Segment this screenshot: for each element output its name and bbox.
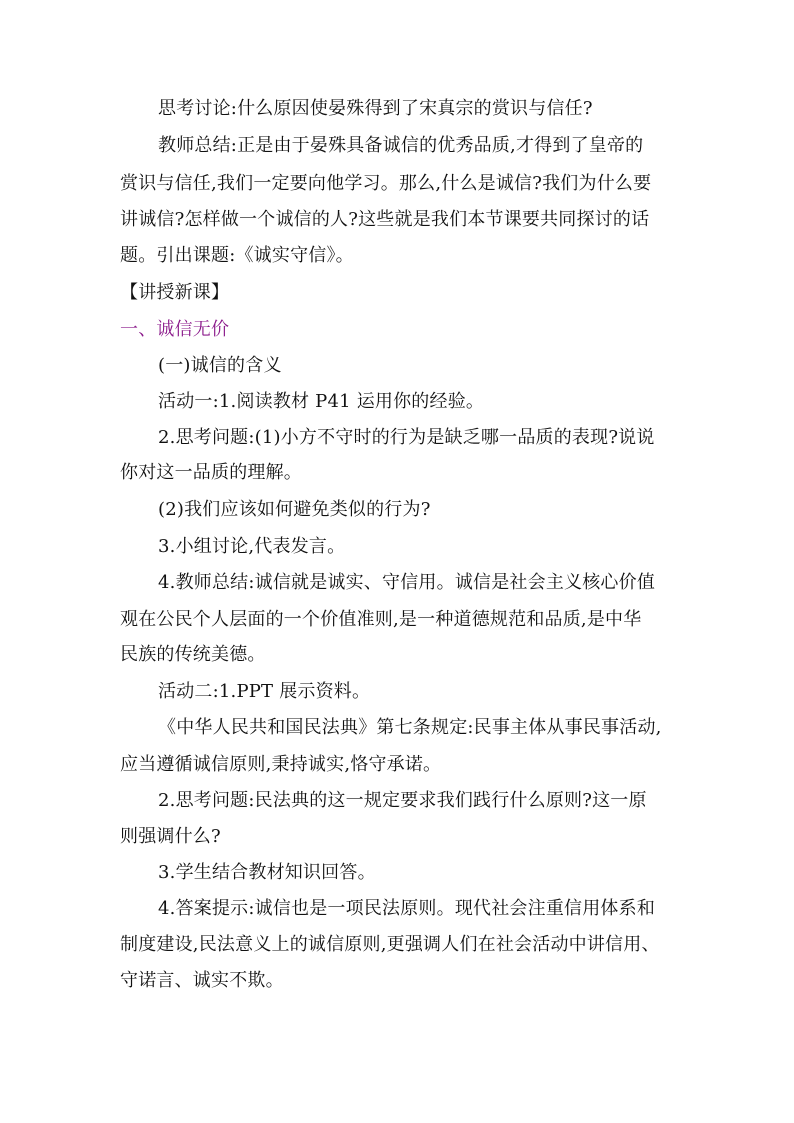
teacher-summary-line-4: 题。引出课题:《诚实守信》。 xyxy=(120,245,354,266)
section-heading-integrity: 一、诚信无价 xyxy=(120,319,230,340)
activity-two-step-2-line-1: 2.思考问题:民法典的这一规定要求我们践行什么原则?这一原 xyxy=(158,790,647,811)
activity-one-step-2-line-2: 你对这一品质的理解。 xyxy=(120,462,302,483)
civil-code-quote-line-2: 应当遵循诚信原则,秉持诚实,恪守承诺。 xyxy=(120,754,442,775)
activity-one-step-3: 3.小组讨论,代表发言。 xyxy=(158,536,346,557)
answer-hint-line-3: 守诺言、诚实不欺。 xyxy=(120,970,284,991)
activity-two-step-1: 活动二:1.PPT 展示资料。 xyxy=(158,681,371,702)
civil-code-quote-line-1: 《中华人民共和国民法典》第七条规定:民事主体从事民事活动, xyxy=(158,717,662,738)
activity-one-summary-line-1: 4.教师总结:诚信就是诚实、守信用。诚信是社会主义核心价值 xyxy=(158,572,656,593)
activity-one-summary-line-3: 民族的传统美德。 xyxy=(120,644,266,665)
teacher-summary-line-1: 教师总结:正是由于晏殊具备诚信的优秀品质,才得到了皇帝的 xyxy=(158,135,644,156)
section-heading-new-lesson: 【讲授新课】 xyxy=(120,282,230,303)
activity-two-step-3: 3.学生结合教材知识回答。 xyxy=(158,862,376,883)
teacher-summary-line-2: 赏识与信任,我们一定要向他学习。那么,什么是诚信?我们为什么要 xyxy=(120,173,652,194)
activity-one-question-2: (2)我们应该如何避免类似的行为? xyxy=(158,499,431,520)
teacher-summary-line-3: 讲诚信?怎样做一个诚信的人?这些就是我们本节课要共同探讨的话 xyxy=(120,209,650,230)
activity-one-step-1: 活动一:1.阅读教材 P41 运用你的经验。 xyxy=(158,391,485,412)
subsection-meaning: (一)诚信的含义 xyxy=(158,355,282,376)
activity-one-summary-line-2: 观在公民个人层面的一个价值准则,是一种道德规范和品质,是中华 xyxy=(120,609,642,630)
activity-two-step-2-line-2: 则强调什么? xyxy=(120,826,221,847)
answer-hint-line-1: 4.答案提示:诚信也是一项民法原则。现代社会注重信用体系和 xyxy=(158,898,656,919)
activity-one-step-2-line-1: 2.思考问题:(1)小方不守时的行为是缺乏哪一品质的表现?说说 xyxy=(158,427,655,448)
discussion-question: 思考讨论:什么原因使晏殊得到了宋真宗的赏识与信任? xyxy=(158,98,593,119)
answer-hint-line-2: 制度建设,民法意义上的诚信原则,更强调人们在社会活动中讲信用、 xyxy=(120,934,660,955)
